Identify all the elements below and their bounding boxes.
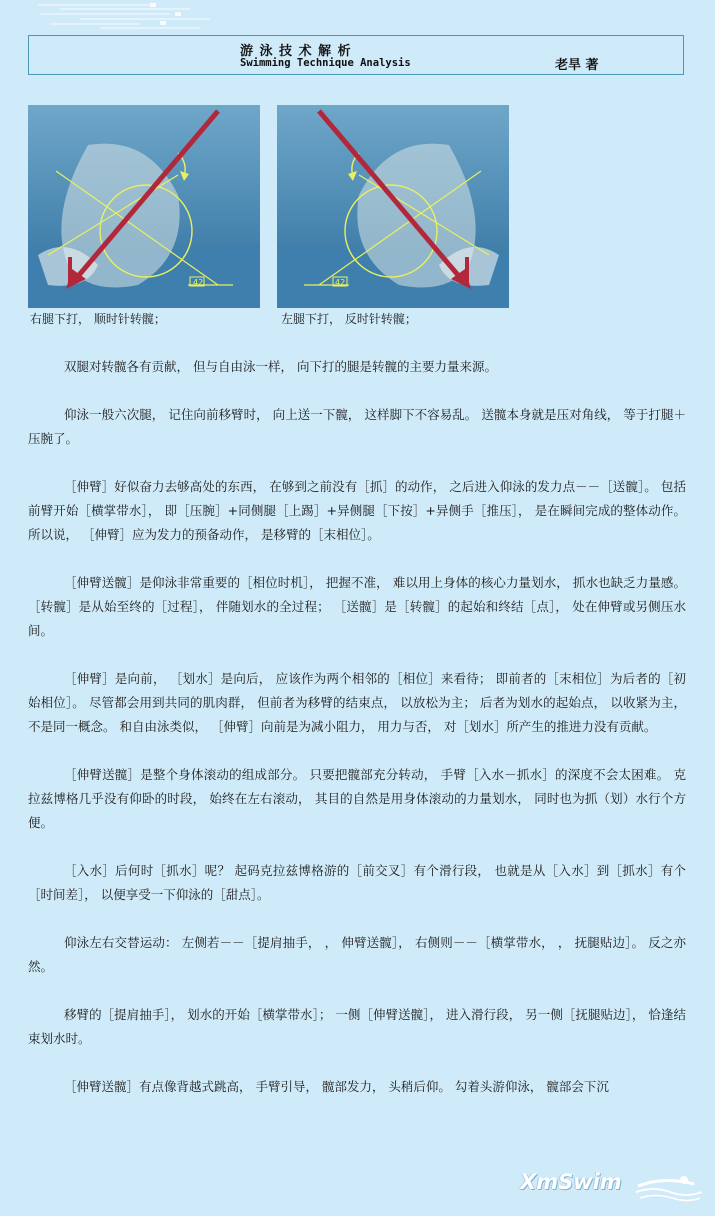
article-body (28, 355, 686, 1123)
figure-caption-left: 右腿下打， 顺时针转髋； (30, 312, 166, 326)
xmswim-logo (516, 1168, 706, 1204)
paragraph: ［入水］后何时［抓水］呢？ 起码克拉兹博格游的［前交叉］有个滑行段， 也就是从［入水］到［抓水］有个［时间差］， 以便享受一下仰泳的［甜点］。 (28, 863, 686, 902)
paragraph: ［伸臂送髋］是整个身体滚动的组成部分。 只要把髋部充分转动， 手臂［入水－抓水］的深度不会太困难。 克拉兹博格几乎没有仰卧的时段， 始终在左右滚动， 其目的自然是用身体滚动的力量划水， 同时也为抓（划）水行个方便。 (28, 767, 686, 830)
paragraph: ［伸臂］是向前， ［划水］是向后， 应该作为两个相邻的［相位］来看待； 即前者的［末相位］为后者的［初始相位］。 尽管都会用到共同的肌肉群， 但前者为移臂的结束点， 以放松为主； 后者为划水的起始点， 以收紧为主， 不是同一概念。 和自由泳类似， ［伸臂］向前是为减小阻力， 用力与否， 对［划水］所产生的推进力没有贡献。 (28, 671, 686, 734)
header-decoration (0, 0, 240, 34)
paragraph: ［伸臂送髋］有点像背越式跳高， 手臂引导， 髋部发力， 头稍后仰。 勾着头游仰泳， 髋部会下沉 (64, 1079, 609, 1094)
figure-left-leg-kick (277, 105, 509, 308)
paragraph: ［伸臂送髋］是仰泳非常重要的［相位时机］， 把握不准， 难以用上身体的核心力量划水， 抓水也缺乏力量感。 ［转髋］是从始至终的［过程］， 伴随划水的全过程； ［送髋］是［转髋］的起始和终结［点］， 处在伸臂或另侧压水间。 (28, 575, 686, 638)
page-title: 游 泳 技 术 解 析 (240, 44, 352, 59)
figure-caption-right: 左腿下打， 反时针转髋； (281, 312, 417, 326)
angle-label: 42 (193, 278, 204, 287)
paragraph: ［伸臂］好似奋力去够高处的东西， 在够到之前没有［抓］的动作， 之后进入仰泳的发力点－－［送髋］。 包括前臂开始［横掌带水］， 即［压腕］+同侧腿［上踢］+异侧腿［下按］+异侧手［推压］， 是在瞬间完成的整体动作。 所以说， ［伸臂］应为发力的预备动作， 是移臂的［末相位］。 (28, 479, 686, 542)
logo-text: XmSwim (520, 1170, 622, 1194)
page-subtitle: Swimming Technique Analysis (240, 57, 411, 69)
paragraph: 仰泳左右交替运动： 左侧若－－［提肩抽手， ， 伸臂送髋］， 右侧则－－［横掌带水， ， 抚腿贴边］。 反之亦然。 (28, 935, 686, 974)
paragraph: 仰泳一般六次腿， 记住向前移臂时， 向上送一下髋， 这样脚下不容易乱。 送髋本身就是压对角线， 等于打腿＋压腕了。 (28, 407, 686, 446)
swimmer-icon (634, 1172, 704, 1202)
title-box (28, 35, 684, 75)
angle-label: 42 (335, 278, 346, 287)
paragraph: 双腿对转髋各有贡献， 但与自由泳一样， 向下打的腿是转髋的主要力量来源。 (64, 359, 497, 374)
figure-right-leg-kick (28, 105, 260, 308)
paragraph: 移臂的［提肩抽手］， 划水的开始［横掌带水］； 一侧［伸臂送髋］， 进入滑行段， 另一侧［抚腿贴边］， 恰逢结束划水时。 (28, 1007, 686, 1046)
author: 老旱 著 (555, 58, 599, 73)
